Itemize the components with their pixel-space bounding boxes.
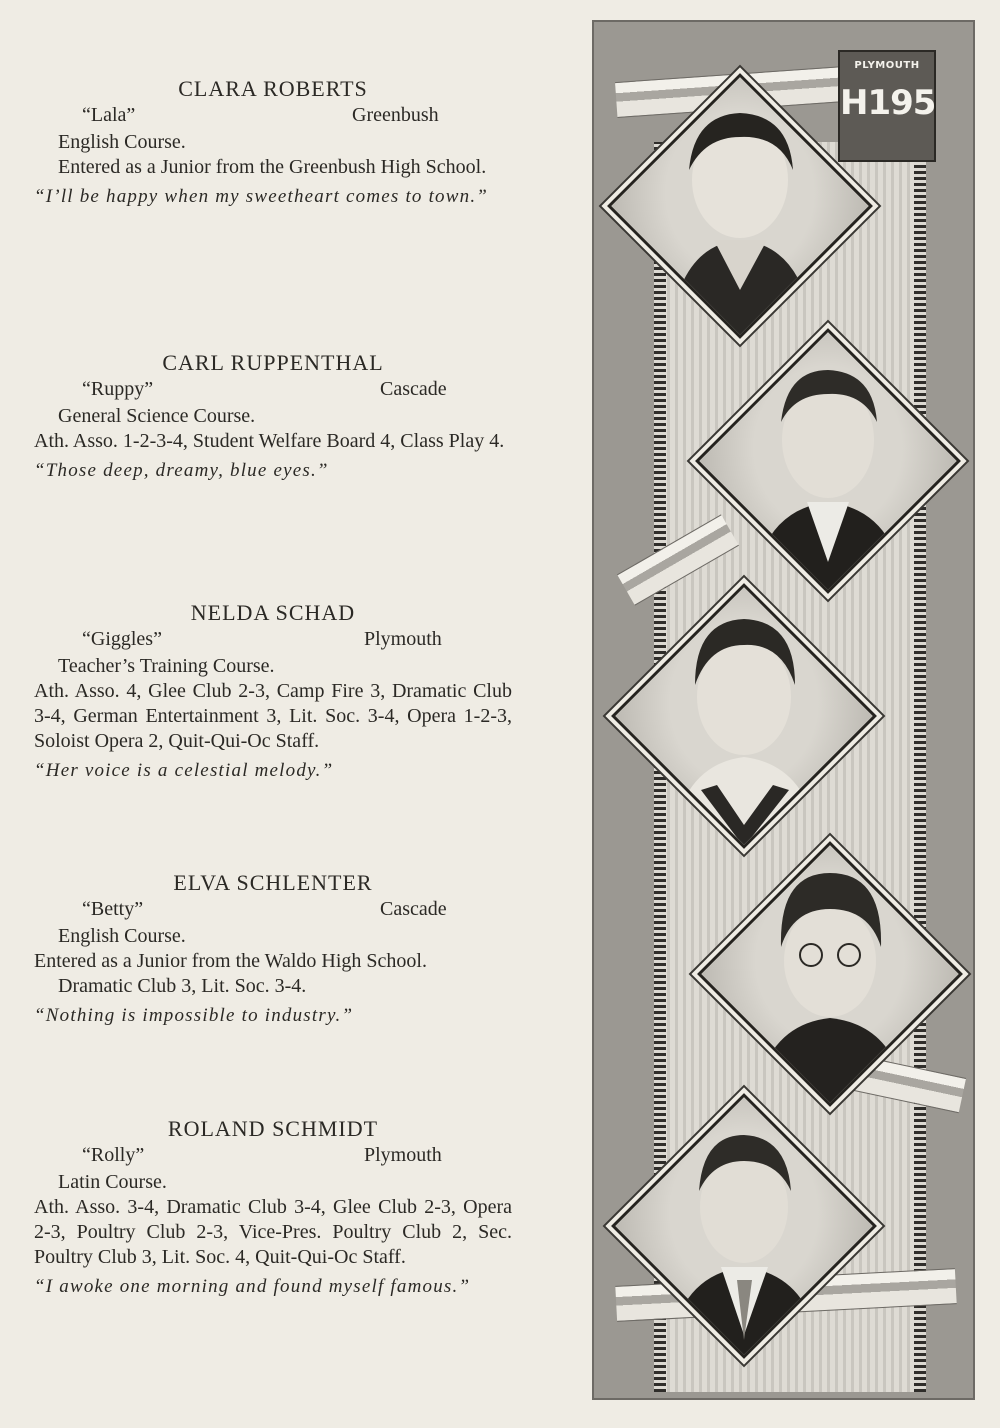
student-activities bbox=[34, 155, 512, 180]
student-name: NELDA SCHAD bbox=[190, 600, 356, 625]
activity-text: Ath. Asso. 4, Glee Club 2-3, Camp Fire 3, Dramatic Club 3-4, German Entertainment 3, Lit. Soc. 3-4, Opera 1-2-3, Soloist Opera 2, Quit-Qui-Oc Staff. bbox=[34, 680, 512, 752]
student-nickname: “Betty” bbox=[82, 898, 144, 920]
badge-school: PLYMOUTH bbox=[854, 60, 920, 71]
student-course: Teacher’s Training Course. bbox=[58, 655, 275, 677]
student-name: CLARA ROBERTS bbox=[178, 76, 368, 101]
student-entry bbox=[34, 870, 512, 1029]
nickname-row bbox=[34, 378, 512, 404]
student-nickname: “Giggles” bbox=[82, 628, 162, 650]
student-entry bbox=[34, 76, 512, 210]
student-town: Plymouth bbox=[364, 628, 442, 650]
student-name: ROLAND SCHMIDT bbox=[167, 1116, 379, 1141]
student-quote: “Nothing is impossible to industry.” bbox=[34, 1005, 354, 1026]
photo-panel bbox=[592, 20, 975, 1400]
student-activities bbox=[34, 949, 512, 974]
student-activities-extra: Dramatic Club 3, Lit. Soc. 3-4. bbox=[58, 975, 307, 997]
activity-text: Ath. Asso. 1-2-3-4, Student Welfare Board 4, Class Play 4. bbox=[34, 430, 505, 452]
student-activities bbox=[34, 429, 512, 454]
student-town: Cascade bbox=[380, 378, 447, 400]
student-course: English Course. bbox=[58, 131, 186, 153]
student-course: General Science Course. bbox=[58, 405, 256, 427]
column-rail-right bbox=[914, 142, 926, 1392]
student-quote: “Those deep, dreamy, blue eyes.” bbox=[34, 460, 329, 481]
nickname-row bbox=[34, 898, 512, 924]
student-town: Greenbush bbox=[352, 104, 439, 126]
student-name: CARL RUPPENTHAL bbox=[162, 350, 384, 375]
student-entry bbox=[34, 350, 512, 484]
student-quote: “Her voice is a celestial melody.” bbox=[34, 760, 334, 781]
student-entry bbox=[34, 1116, 512, 1300]
student-activities bbox=[34, 679, 512, 754]
student-name: ELVA SCHLENTER bbox=[173, 870, 373, 895]
badge-year: H195 bbox=[840, 83, 936, 123]
student-town: Cascade bbox=[380, 898, 447, 920]
student-town: Plymouth bbox=[364, 1144, 442, 1166]
student-quote: “I awoke one morning and found myself famous.” bbox=[34, 1276, 471, 1297]
nickname-row bbox=[34, 1144, 512, 1170]
student-nickname: “Rolly” bbox=[82, 1144, 145, 1166]
activity-text: Ath. Asso. 3-4, Dramatic Club 3-4, Glee Club 2-3, Opera 2-3, Poultry Club 2-3, Vice-Pres. Poultry Club 2, Sec. Poultry Club 3, Lit. Soc. 4, Quit-Qui-Oc Staff. bbox=[34, 1196, 512, 1268]
student-nickname: “Ruppy” bbox=[82, 378, 154, 400]
student-entry bbox=[34, 600, 512, 784]
student-course: Latin Course. bbox=[58, 1171, 167, 1193]
nickname-row bbox=[34, 628, 512, 654]
activity-text: Entered as a Junior from the Greenbush High School. bbox=[58, 156, 487, 178]
activity-text: Entered as a Junior from the Waldo High School. bbox=[34, 950, 427, 972]
student-activities bbox=[34, 1195, 512, 1270]
school-badge bbox=[838, 50, 936, 162]
student-quote: “I’ll be happy when my sweetheart comes to town.” bbox=[34, 186, 489, 207]
student-course: English Course. bbox=[58, 925, 186, 947]
student-nickname: “Lala” bbox=[82, 104, 136, 126]
nickname-row bbox=[34, 104, 512, 130]
